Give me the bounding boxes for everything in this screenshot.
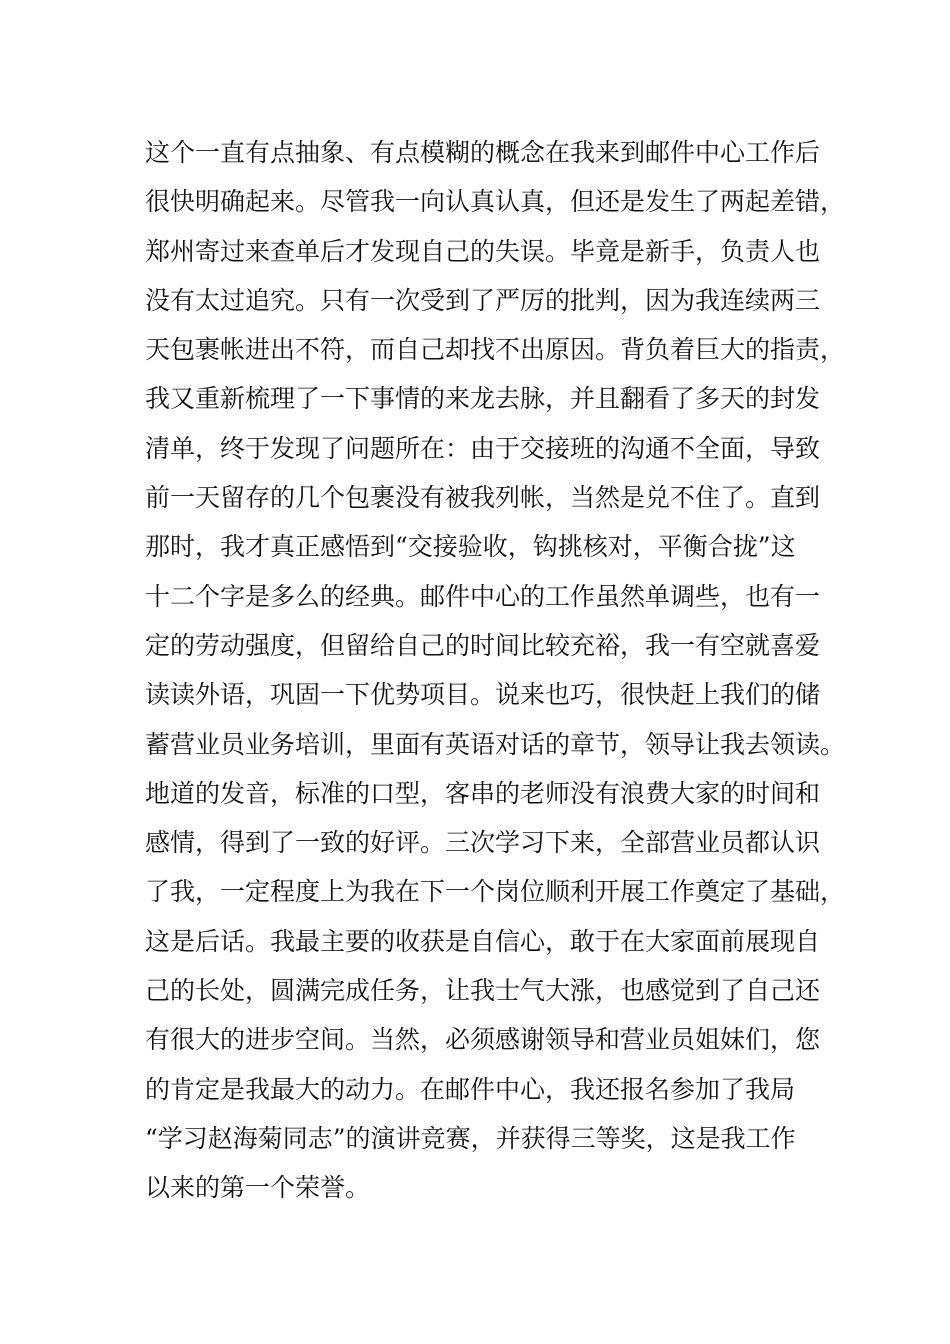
text-line: 很快明确起来。尽管我一向认真认真，但还是发生了两起差错， <box>145 187 846 217</box>
text-line: 定的劳动强度，但留给自己的时间比较充裕，我一有空就喜爱 <box>145 630 821 660</box>
text-line: 地道的发音，标准的口型，客串的老师没有浪费大家的时间和 <box>145 778 821 808</box>
text-line: 我又重新梳理了一下事情的来龙去脉，并且翻看了多天的封发 <box>145 384 821 414</box>
text-line: “学习赵海菊同志”的演讲竞赛，并获得三等奖，这是我工作 <box>145 1123 796 1153</box>
text-line: 这个一直有点抽象、有点模糊的概念在我来到邮件中心工作后 <box>145 138 821 167</box>
text-line: 清单，终于发现了问题所在：由于交接班的沟通不全面，导致 <box>145 433 821 463</box>
text-line: 那时，我才真正感悟到“交接验收，钩挑核对，平衡合拢”这 <box>145 532 796 562</box>
text-line: 没有太过追究。只有一次受到了严厉的批判，因为我连续两三 <box>145 285 821 315</box>
body-paragraph <box>145 128 846 1213</box>
text-line: 己的长处，圆满完成任务，让我士气大涨，也感觉到了自己还 <box>145 976 821 1006</box>
text-line: 这是后话。我最主要的收获是自信心，敢于在大家面前展现自 <box>145 926 821 956</box>
text-line: 了我，一定程度上为我在下一个岗位顺利开展工作奠定了基础， <box>145 877 846 907</box>
text-line: 十二个字是多么的经典。邮件中心的工作虽然单调些，也有一 <box>145 581 821 611</box>
text-line: 天包裹帐进出不符，而自己却找不出原因。背负着巨大的指责， <box>145 335 846 365</box>
text-line: 有很大的进步空间。当然，必须感谢领导和营业员姐妹们，您 <box>145 1025 821 1055</box>
text-line: 感情，得到了一致的好评。三次学习下来，全部营业员都认识 <box>145 828 821 858</box>
text-line: 读读外语，巩固一下优势项目。说来也巧，很快赶上我们的储 <box>145 680 821 710</box>
text-line: 的肯定是我最大的动力。在邮件中心，我还报名参加了我局 <box>145 1074 796 1104</box>
text-line: 以来的第一个荣誉。 <box>145 1173 371 1203</box>
text-line: 郑州寄过来查单后才发现自己的失误。毕竟是新手，负责人也 <box>145 236 821 266</box>
text-line: 蓄营业员业务培训，里面有英语对话的章节，领导让我去领读。 <box>145 729 846 759</box>
text-line: 前一天留存的几个包裹没有被我列帐，当然是兑不住了。直到 <box>145 483 821 513</box>
